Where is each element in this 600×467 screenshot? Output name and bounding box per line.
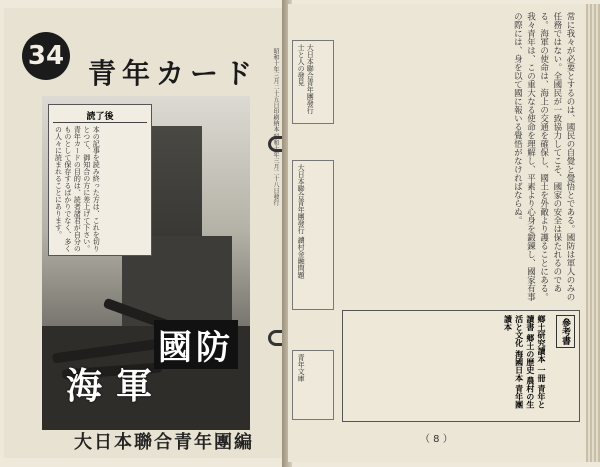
page-number: （ 8 ） — [420, 434, 453, 445]
print-date-label: 昭和十年三月二十五日印刷納本 昭和十年三月二十八日發行 — [272, 48, 279, 206]
article-body: 常に我々が必要とするのは、國民の自覺と覺悟とである。國防は軍人のみの任務ではない。全國民が一致協力してこそ、國家の安全は保たれるのである。海軍の使命は、海上の交通を確保し、國土を外敵より護ることにある。我々青年は、この重大なる使命を理解し、平素より心身を鍛錬し、國家有事の際には、身を以て國に報いる覺悟がなければならぬ。 — [512, 12, 575, 301]
reading-notice-box — [48, 104, 152, 256]
reference-list: 鄉土研究讀本 一冊 青年と讀書 郷土の歴史 農村の生活と文化 海國日本 青年團讀本 — [503, 315, 546, 409]
side-box-1-text: 大日本聯合青年團發行 士と人の發見 — [297, 44, 315, 114]
kaigun-heading: 海軍 — [66, 365, 167, 407]
side-box-3 — [292, 350, 334, 420]
publisher-line: 大日本聯合青年團編 — [74, 432, 254, 453]
notice-body: 本の記事を読み終った方は、これを切りとつて、御知合の方に差上げて下さい。青年カードの目的は、読者諸君が自分のものとして保存するばかりでなく、多くの人々に読まれることにあります。 — [54, 126, 101, 252]
side-box-3-text: 青年文庫 — [297, 354, 306, 382]
reference-books-box — [342, 310, 580, 422]
left-page — [4, 8, 288, 458]
side-box-2-text: 大日本聯合青年團發行 讀村金融問題 — [297, 164, 306, 279]
kokubou-heading: 國防 — [154, 320, 238, 369]
side-box-2 — [292, 160, 334, 310]
notice-title: 読了後 — [53, 109, 147, 123]
reference-title: 參考書 — [556, 315, 575, 348]
card-title: 青年カード — [88, 57, 259, 90]
card-number-badge: 34 — [22, 32, 70, 80]
side-box-1 — [292, 40, 334, 124]
page-edges — [586, 4, 600, 462]
